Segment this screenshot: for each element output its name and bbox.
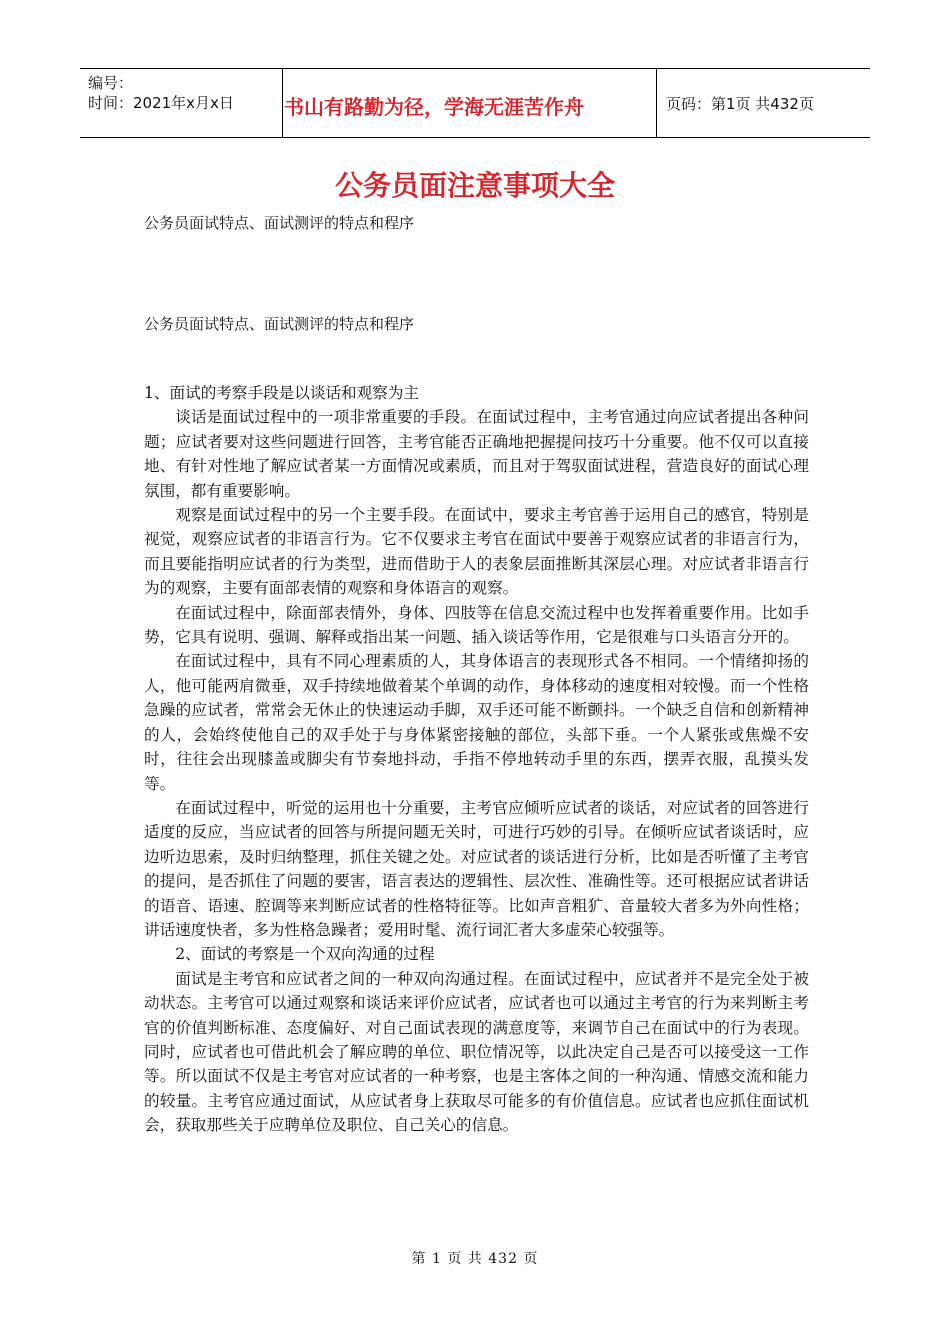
- header-page-cell: [658, 69, 870, 137]
- paragraph: 在面试过程中，具有不同心理素质的人，其身体语言的表现形式各不相同。一个情绪抑扬的人，他可能两肩微垂，双手持续地做着某个单调的动作，身体移动的速度相对较慢。而一个性格急躁的应试者，常常会无休止的快速运动手脚，双手还可能不断颤抖。一个缺乏自信和创新精神的人，会始终使他自己的双手处于与身体紧密接触的部位，头部下垂。一个人紧张或焦燥不安时，往往会出现膝盖或脚尖有节奏地抖动，手指不停地转动手里的东西，摆弄衣服，乱摸头发等。: [144, 652, 809, 793]
- header-meta: [80, 69, 283, 137]
- page-code: 页码：第1页 共432页: [666, 95, 814, 113]
- paragraph: 面试是主考官和应试者之间的一种双向沟通过程。在面试过程中，应试者并不是完全处于被动状态。主考官可以通过观察和谈话来评价应试者，应试者也可以通过主考官的行为来判断主考官的价值判断标准、态度偏好、对自己面试表现的满意度等，来调节自己在面试中的行为表现。同时，应试者也可借此机会了解应聘的单位、职位情况等，以此决定自己是否可以接受这一工作等。所以面试不仅是主考官对应试者的一种考察，也是主客体之间的一种沟通、情感交流和能力的较量。主考官应通过面试，从应试者身上获取尽可能多的有价值信息。应试者也应抓住面试机会，获取那些关于应聘单位及职位、自己关心的信息。: [144, 969, 809, 1135]
- paragraph: 谈话是面试过程中的一项非常重要的手段。在面试过程中，主考官通过向应试者提出各种问题；应试者要对这些问题进行回答，主考官能否正确地把握提问技巧十分重要。他不仅可以直接地、有针对性地了解应试者某一方面情况或素质，而且对于驾驭面试进程，营造良好的面试心理氛围，都有重要影响。: [144, 408, 809, 500]
- page-footer: 第 1 页 共 432 页: [411, 1251, 539, 1267]
- motto: 书山有路勤为径，学海无涯苦作舟: [284, 95, 584, 119]
- header-motto-cell: [276, 69, 657, 137]
- document-title: 公务员面注意事项大全: [334, 169, 615, 202]
- time-label: 时间：2021年x月x日: [88, 94, 234, 112]
- section-heading-1: 1、面试的考察手段是以谈话和观察为主: [144, 384, 420, 402]
- paragraph: 在面试过程中，听觉的运用也十分重要，主考官应倾听应试者的谈话，对应试者的回答进行适度的反应，当应试者的回答与所提问题无关时，可进行巧妙的引导。在倾听应试者谈话时，应边听边思索，及时归纳整理，抓住关键之处。对应试者的谈话进行分析，比如是否听懂了主考官的提问，是否抓住了问题的要害，语言表达的逻辑性、层次性、准确性等。还可根据应试者讲话的语音、语速、腔调等来判断应试者的性格特征等。比如声音粗犷、音量较大者多为外向性格；讲话速度快者，多为性格急躁者；爱用时髦、流行词汇者大多虚荣心较强等。: [144, 798, 809, 939]
- page-header: [80, 68, 870, 138]
- section-heading-2: 2、面试的考察是一个双向沟通的过程: [175, 945, 435, 964]
- document-body: [144, 381, 809, 1138]
- number-label: 编号：: [88, 74, 134, 92]
- subtitle-2: 公务员面试特点、面试测评的特点和程序: [144, 315, 415, 333]
- subtitle-1: 公务员面试特点、面试测评的特点和程序: [144, 214, 415, 232]
- paragraph: 在面试过程中，除面部表情外，身体、四肢等在信息交流过程中也发挥着重要作用。比如手势，它具有说明、强调、解释或指出某一问题、插入谈话等作用，它是很难与口头语言分开的。: [144, 603, 809, 647]
- paragraph: 观察是面试过程中的另一个主要手段。在面试中，要求主考官善于运用自己的感官，特别是视觉，观察应试者的非语言行为。它不仅要求主考官在面试中要善于观察应试者的非语言行为，而且要能指明应试者的行为类型，进而借助于人的表象层面推断其深层心理。对应试者非语言行为的观察，主要有面部表情的观察和身体语言的观察。: [144, 506, 809, 598]
